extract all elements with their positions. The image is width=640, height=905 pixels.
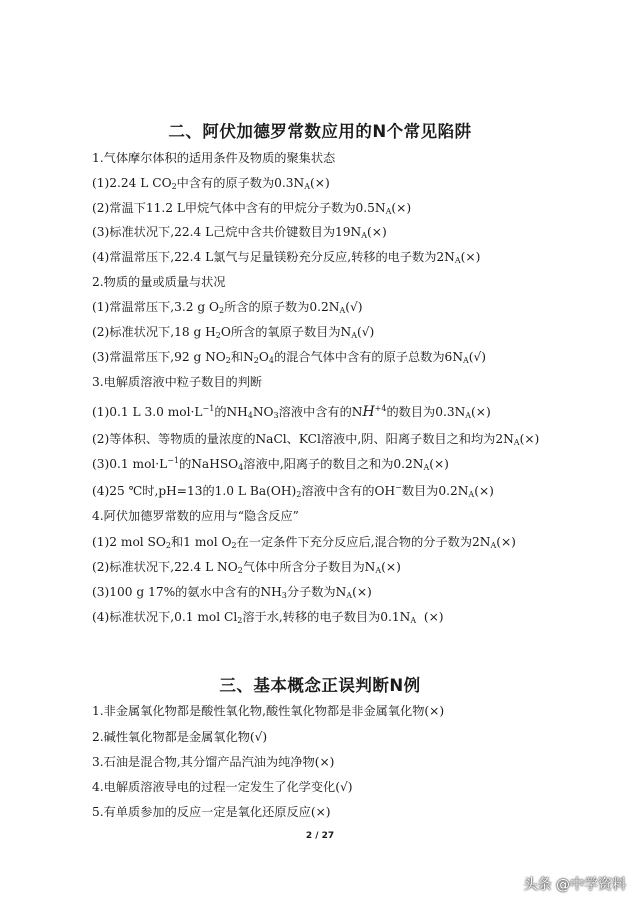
sub-2-item-3: (3)常温常压下,92 g $NO_2$和$N_2O_4$的混合气体中含有的原子总数为$6N_A(√)$	[92, 350, 487, 365]
sub-1-heading: 1.气体摩尔体积的适用条件及物质的聚集状态	[92, 151, 336, 165]
page-number: 2 / 27	[305, 831, 335, 841]
sub-4-heading: 4.阿伏加德罗常数的应用与“隐含反应”	[92, 509, 299, 523]
section-2-title: 二、阿伏加德罗常数应用的N个常见陷阱	[168, 122, 472, 141]
sub-4-item-4: (4)标准状况下,0.1 mol $Cl_2$溶于水,转移的电子数目为$0.1N_A$ (×)	[92, 610, 444, 625]
sub-3-item-2: (2)等体积、等物质的量浓度的NaCl、KCl溶液中,阴、阳离子数目之和均为$2N_A(\times)$	[92, 432, 540, 447]
sub-3-item-1: (1)0.1 L 3.0 $mol\cdot L^{-1}$的$NH_4NO_3$溶液中含有的$NH^{+4}$的数目为$0.3N_A(\times)$	[92, 404, 491, 420]
sub-3-item-4: (4)25 ℃时,pH=13的1.0 L $Ba(OH)_2$溶液中含有的OH−数目为$0.2N_A(\times)$	[92, 483, 494, 499]
sub-2-item-2: (2)标准状况下,18 g $H_2O$所含的氧原子数目为$N_A(√)$	[92, 325, 375, 340]
concept-item-5: 5.有单质参加的反应一定是氧化还原反应(×)	[92, 805, 331, 819]
sub-4-item-1: (1)2 mol $SO_2$和1 mol $O_2$在一定条件下充分反应后,混合物的分子数为$2N_A(\times)$	[92, 535, 516, 550]
concept-item-1: 1.非金属氧化物都是酸性氧化物,酸性氧化物都是非金属氧化物(×)	[92, 704, 445, 718]
sub-1-item-2: (2)常温下11.2 L甲烷气体中含有的甲烷分子数为$0.5N_A(\times)$	[92, 201, 412, 216]
sub-2-item-1: (1)常温常压下,3.2 g $O_2$所含的原子数为$0.2N_A(√)$	[92, 300, 363, 315]
concept-item-2: 2.碱性氧化物都是金属氧化物(√)	[92, 730, 268, 744]
watermark: 头条 @中学资料	[523, 877, 626, 893]
sub-3-heading: 3.电解质溶液中粒子数目的判断	[92, 375, 263, 389]
sub-4-item-2: (2)标准状况下,22.4 L $NO_2$气体中所含分子数目为$N_A(\times)$	[92, 560, 401, 575]
sub-2-heading: 2.物质的量或质量与状况	[92, 275, 226, 289]
sub-1-item-1: (1)2.24 L $CO_2$中含有的原子数为$0.3N_A(\times)$	[92, 176, 330, 191]
sub-4-item-3: (3)100 g 17%的氨水中含有的$NH_3$分子数为$N_A(\times)$	[92, 585, 372, 600]
sub-3-item-3: (3)0.1 $mol\cdot L^{-1}$的NaHSO$_4$溶液中,阳离子的数目之和为$0.2N_A(\times)$	[92, 456, 449, 472]
sub-1-item-4: (4)常温常压下,22.4 L氯气与足量镁粉充分反应,转移的电子数为$2N_A(\times)$	[92, 250, 481, 265]
concept-item-3: 3.石油是混合物,其分馏产品汽油为纯净物(×)	[92, 755, 335, 769]
sub-1-item-3: (3)标准状况下,22.4 L己烷中含共价键数目为$19N_A(\times)$	[92, 225, 387, 240]
concept-item-4: 4.电解质溶液导电的过程一定发生了化学变化(√)	[92, 780, 353, 794]
section-3-title: 三、基本概念正误判断N例	[219, 676, 421, 695]
